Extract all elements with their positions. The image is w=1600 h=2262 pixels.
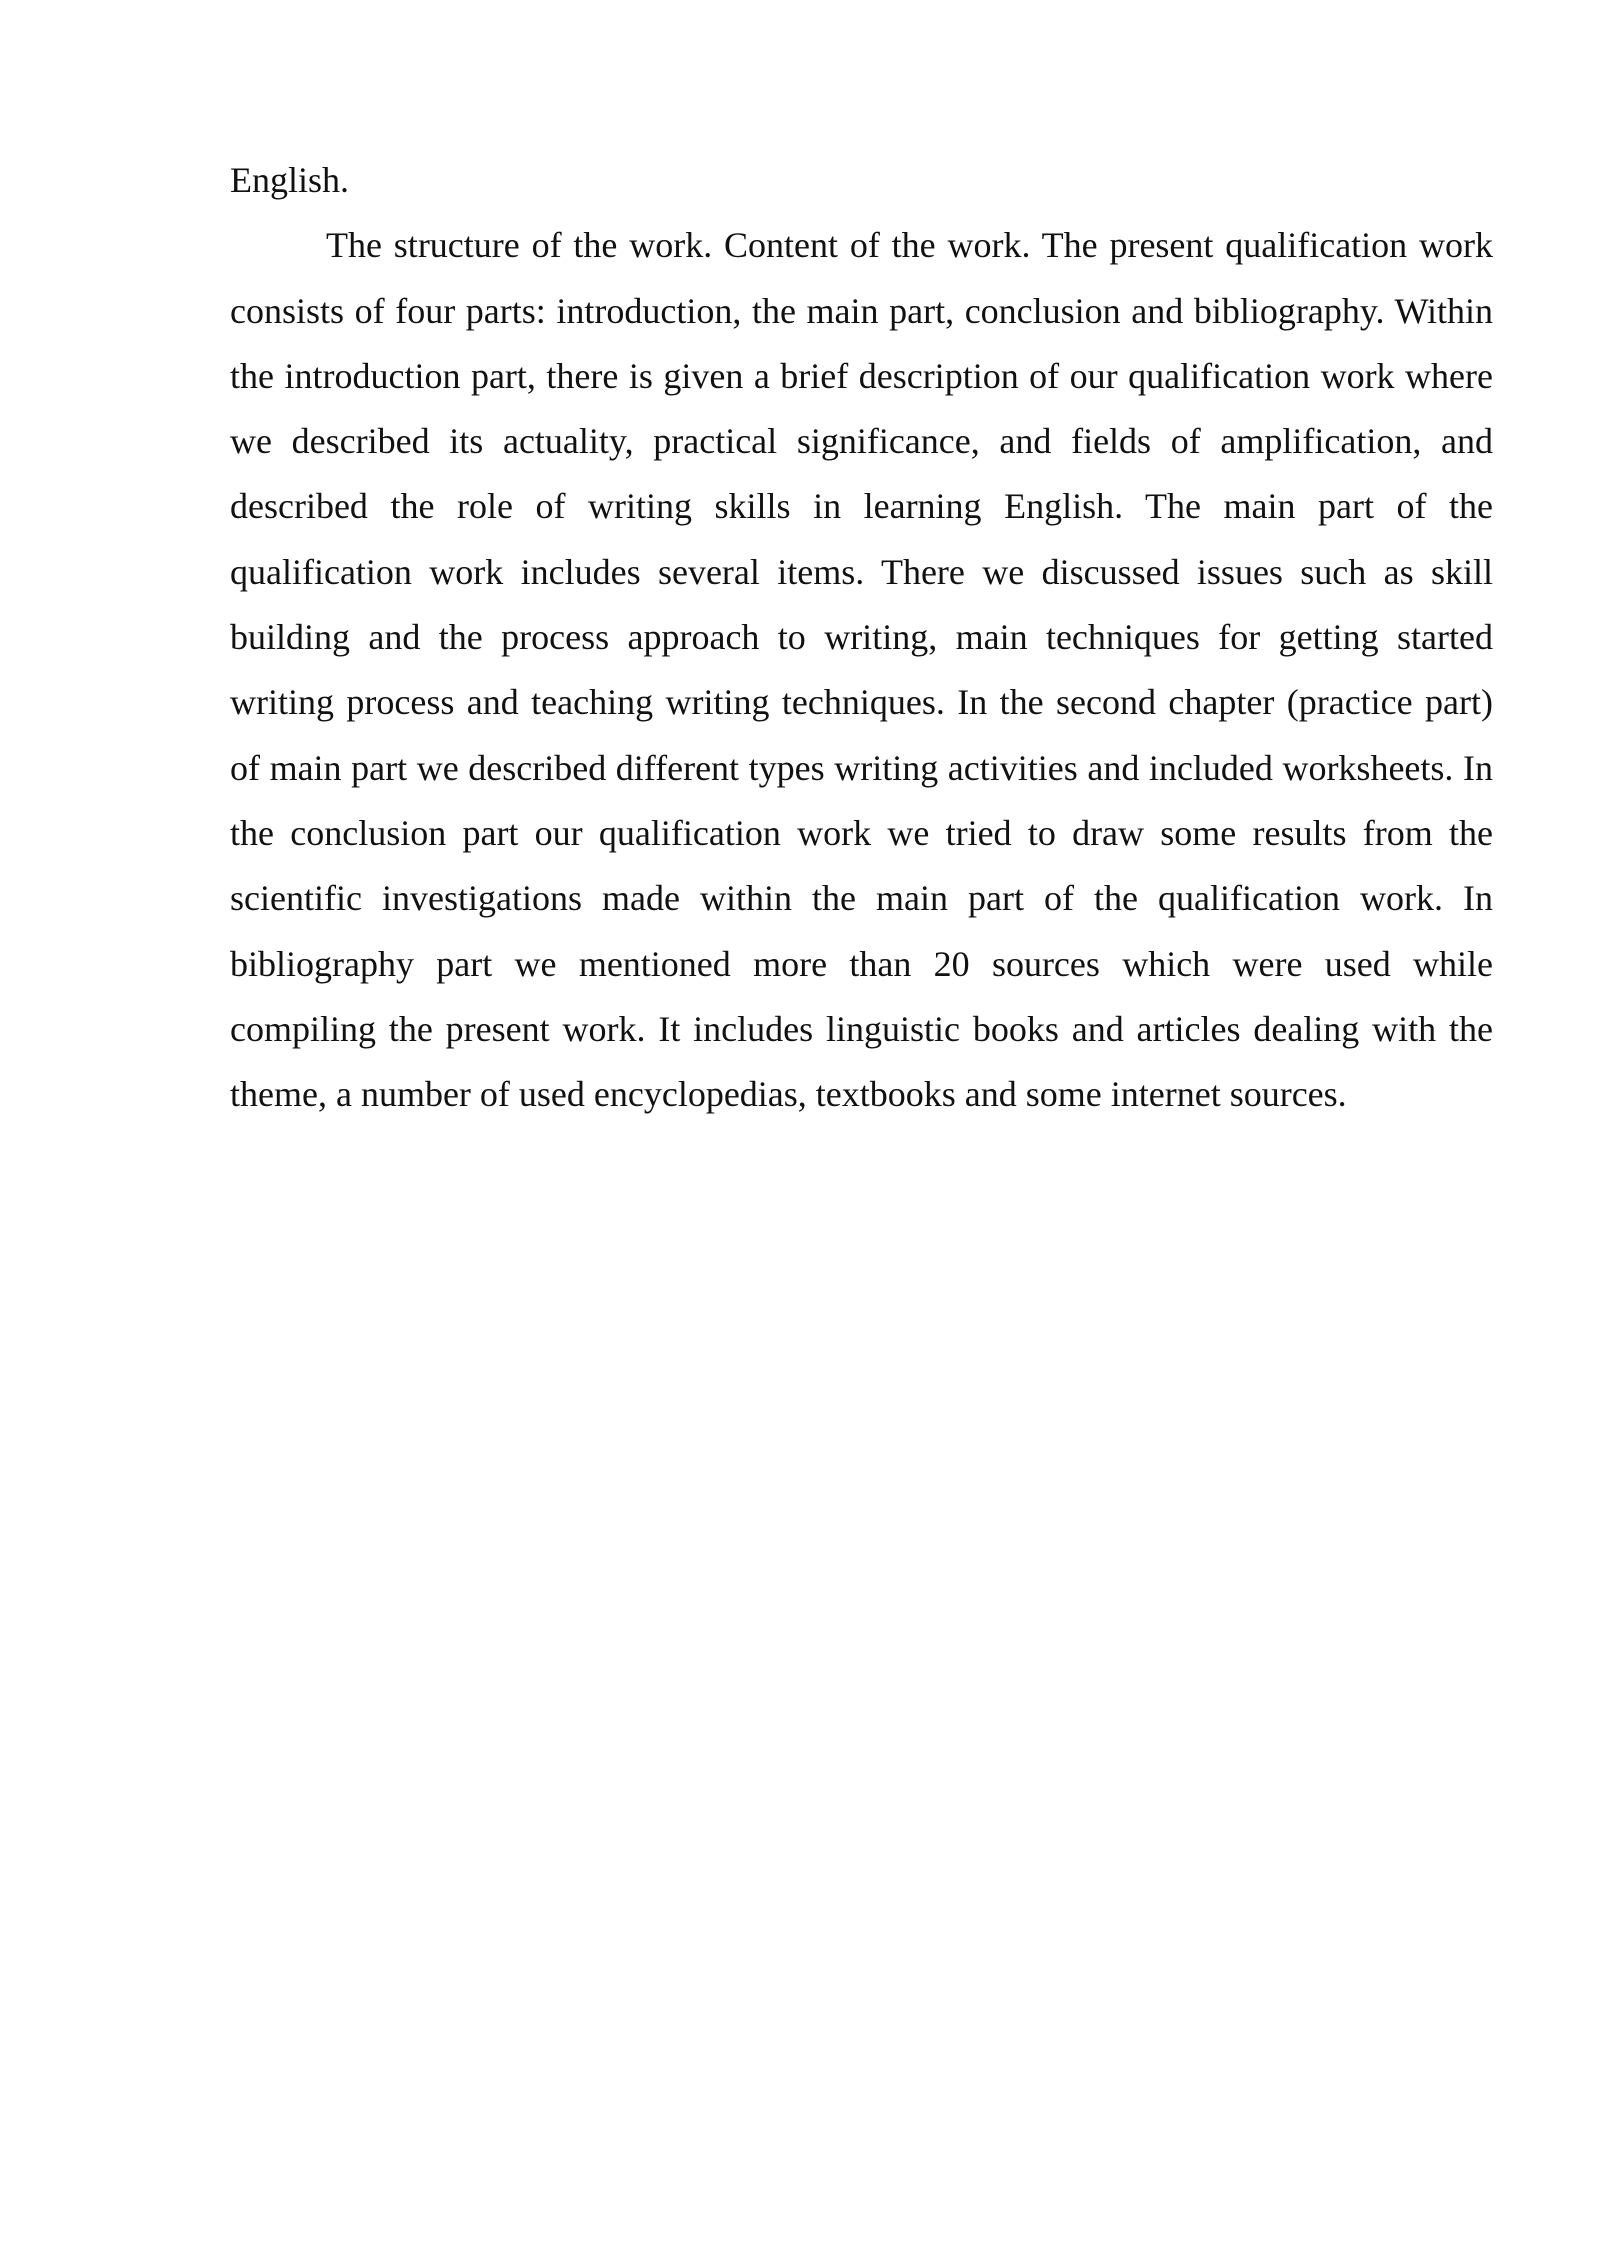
document-body xyxy=(230,148,1493,1127)
continuation-line: English. xyxy=(230,160,350,200)
structure-paragraph: The structure of the work. Content of the work. The present qualification work consists of four parts: introduction, the main part, conclusion and bibliography. Within the introduction part, there is given a brief description of our qualification work where we described its actuality, practical significance, and fields of amplification, and described the role of writing skills in learning English. The main part of the qualification work includes several items. There we discussed issues such as skill building and the process approach to writing, main techniques for getting started writing process and teaching writing techniques. In the second chapter (practice part) of main part we described different types writing activities and included worksheets. In the conclusion part our qualification work we tried to draw some results from the scientific investigations made within the main part of the qualification work. In bibliography part we mentioned more than 20 sources which were used while compiling the present work. It includes linguistic books and articles dealing with the theme, a number of used encyclopedias, textbooks and some internet sources. xyxy=(230,225,1493,1115)
